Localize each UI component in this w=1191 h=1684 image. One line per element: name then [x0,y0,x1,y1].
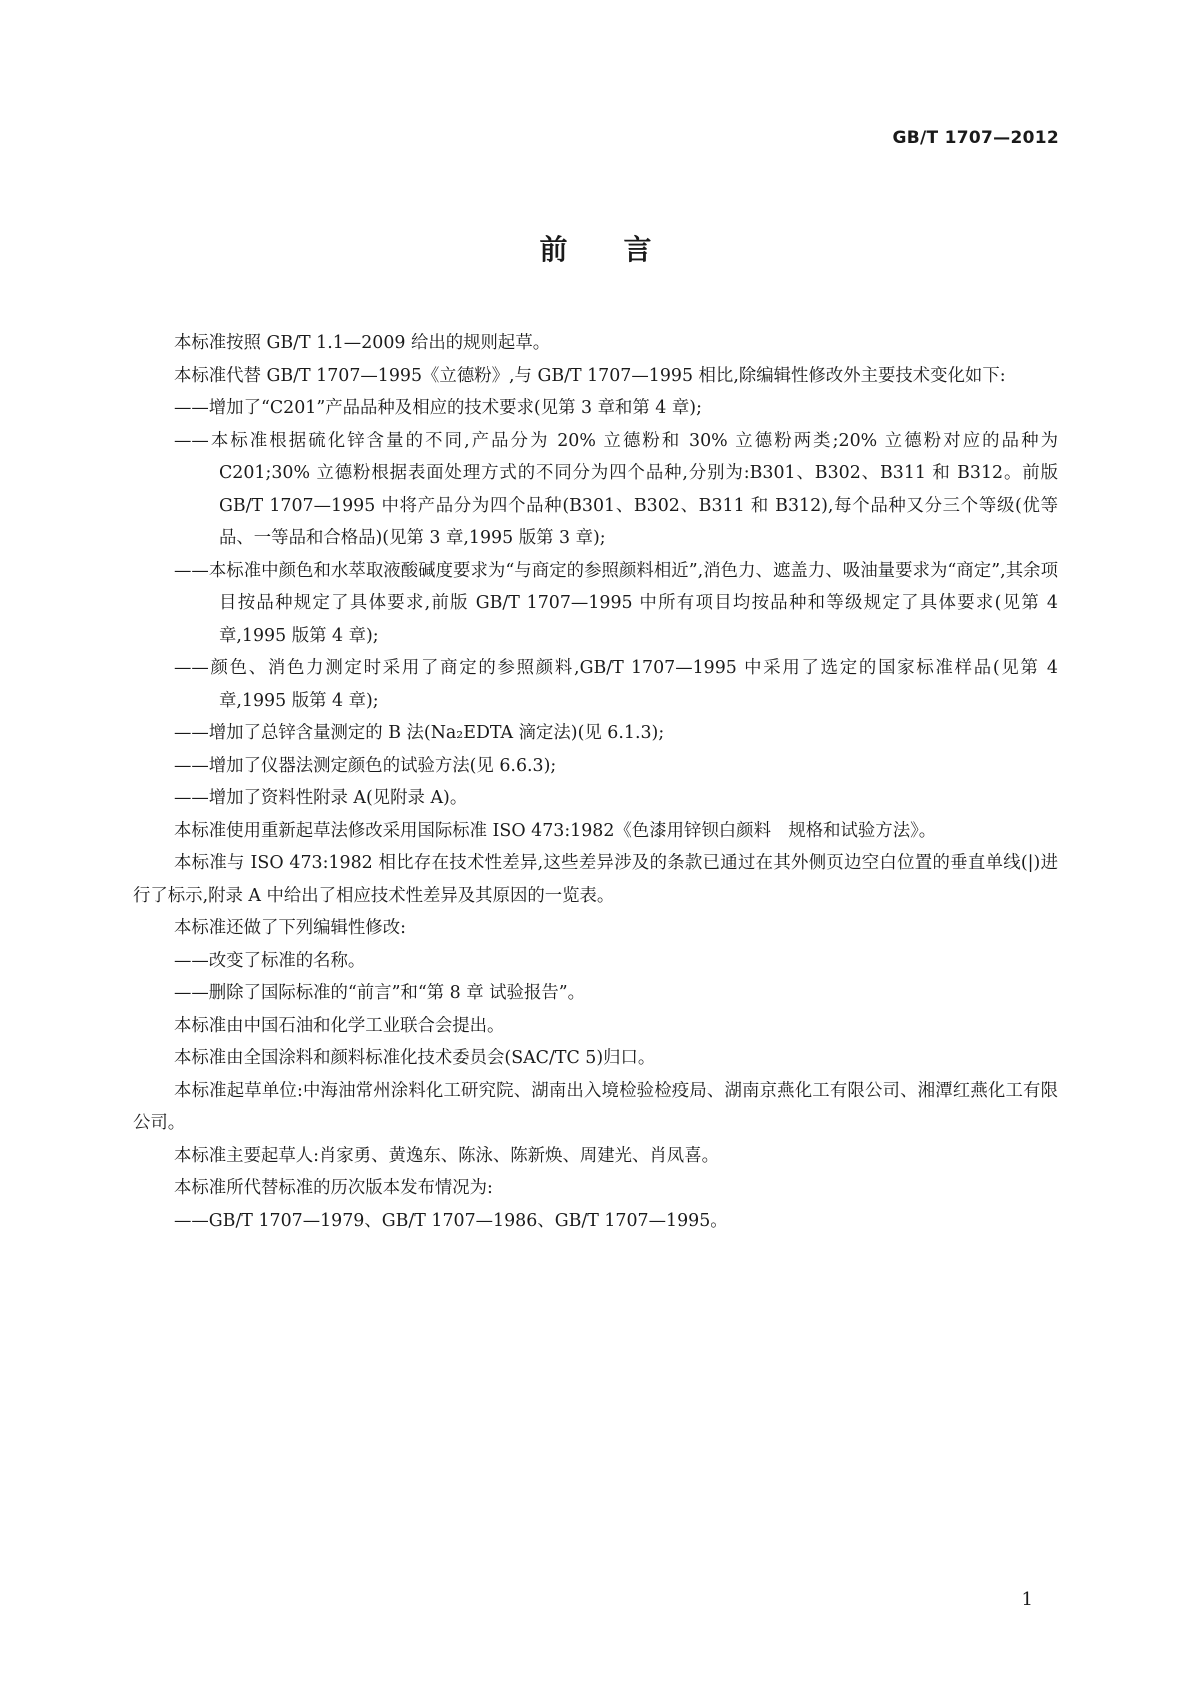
foreword-body [133,327,1058,1237]
list-item-method-b: ——增加了总锌含量测定的 B 法(Na₂EDTA 滴定法)(见 6.1.3); [174,723,665,743]
paragraph-technical-differences: 本标准与 ISO 473:1982 相比存在技术性差异,这些差异涉及的条款已通过在其外侧页边空白位置的垂直单线(|)进行了标示,附录 A 中给出了相应技术性差异及其原因的一览表。 [133,853,1058,906]
list-item-reference-pigment: ——颜色、消色力测定时采用了商定的参照颜料,GB/T 1707—1995 中采用了选定的国家标准样品(见第 4 章,1995 版第 4 章); [174,658,1058,711]
paragraph-history: 本标准所代替标准的历次版本发布情况为: [174,1178,493,1198]
paragraph-drafting-units: 本标准起草单位:中海油常州涂料化工研究院、湖南出入境检验检疫局、湖南京燕化工有限公司、湘潭红燕化工有限公司。 [133,1080,1058,1133]
page-number: 1 [1021,1589,1033,1610]
paragraph-proposer: 本标准由中国石油和化学工业联合会提出。 [174,1015,505,1036]
standard-code: GB/T 1707—2012 [892,128,1059,148]
paragraph-drafting-rules: 本标准按照 GB/T 1.1—2009 给出的规则起草。 [174,333,551,353]
paragraph-committee: 本标准由全国涂料和颜料标准化技术委员会(SAC/TC 5)归口。 [174,1048,656,1068]
list-item-previous-editions: ——GB/T 1707—1979、GB/T 1707—1986、GB/T 1707—1995。 [174,1210,728,1231]
list-item-c201: ——增加了“C201”产品品种及相应的技术要求(见第 3 章和第 4 章); [174,398,702,418]
paragraph-replaces: 本标准代替 GB/T 1707—1995《立德粉》,与 GB/T 1707—1995 相比,除编辑性修改外主要技术变化如下: [174,365,1006,386]
list-item-name-change: ——改变了标准的名称。 [174,950,366,971]
list-item-requirements: ——本标准中颜色和水萃取液酸碱度要求为“与商定的参照颜料相近”,消色力、遮盖力、吸油量要求为“商定”,其余项目按品种规定了具体要求,前版 GB/T 1707—1995 中所有项目均按品种和等级规定了具体要求(见第 4 章,1995 版第 4 章); [174,560,1058,646]
page-title: 前言 [539,233,708,266]
paragraph-editorial-changes: 本标准还做了下列编辑性修改: [174,918,406,938]
list-item-annex-a: ——增加了资料性附录 A(见附录 A)。 [174,788,468,808]
list-item-deleted-sections: ——删除了国际标准的“前言”和“第 8 章 试验报告”。 [174,983,586,1003]
list-item-instrument-method: ——增加了仪器法测定颜色的试验方法(见 6.6.3); [174,755,557,776]
paragraph-iso-adoption: 本标准使用重新起草法修改采用国际标准 ISO 473:1982《色漆用锌钡白颜料 规格和试验方法》。 [174,820,937,841]
paragraph-drafters: 本标准主要起草人:肖家勇、黄逸东、陈泳、陈新焕、周建光、肖凤喜。 [174,1145,719,1166]
list-item-product-classes: ——本标准根据硫化锌含量的不同,产品分为 20% 立德粉和 30% 立德粉两类;20% 立德粉对应的品种为 C201;30% 立德粉根据表面处理方式的不同分为四个品种,分别为:B301、B302、B311 和 B312。前版 GB/T 1707—1995 中将产品分为四个品种(B301、B302、B311 和 B312),每个品种又分三个等级(优等品、一等品和合格品)(见第 3 章,1995 版第 3 章); [174,430,1058,548]
